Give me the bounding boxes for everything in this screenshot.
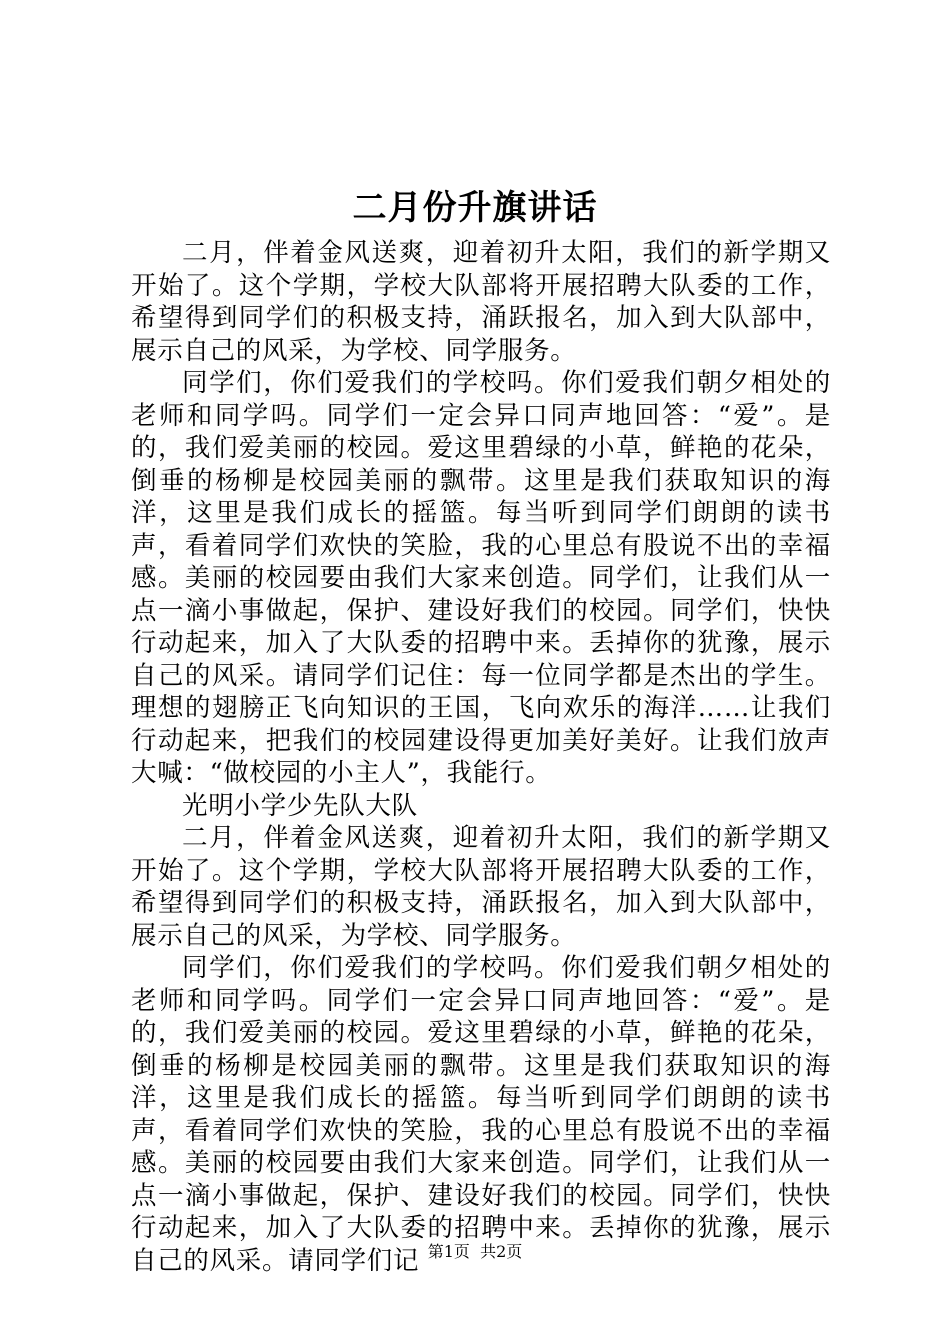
paragraph-intro-repeat: 二月，伴着金风送爽，迎着初升太阳，我们的新学期又开始了。这个学期，学校大队部将开展招聘大队委的工作，希望得到同学们的积极支持，涌跃报名，加入到大队部中，展示自己的风采，为学校、同学服务。 (131, 823, 831, 951)
page-footer (0, 1241, 950, 1263)
signature-line: 光明小学少先队大队 (182, 790, 418, 821)
document-title: 二月份升旗讲话 (352, 188, 598, 228)
paragraph-intro: 二月，伴着金风送爽，迎着初升太阳，我们的新学期又开始了。这个学期，学校大队部将开展招聘大队委的工作，希望得到同学们的积极支持，涌跃报名，加入到大队部中，展示自己的风采，为学校、同学服务。 (131, 238, 831, 366)
page-number: 第1页 (427, 1242, 470, 1261)
paragraph-main-repeat: 同学们，你们爱我们的学校吗。你们爱我们朝夕相处的老师和同学吗。同学们一定会异口同声地回答：“爱”。是的，我们爱美丽的校园。爱这里碧绿的小草，鲜艳的花朵，倒垂的杨柳是校园美丽的飘带。这里是我们获取知识的海洋，这里是我们成长的摇篮。每当听到同学们朗朗的读书声，看着同学们欢快的笑脸，我的心里总有股说不出的幸福感。美丽的校园要由我们大家来创造。同学们，让我们从一点一滴小事做起，保护、建设好我们的校园。同学们，快快行动起来，加入了大队委的招聘中来。丢掉你的犹豫，展示自己的风采。请同学们记 (131, 953, 831, 1276)
page-total: 共2页 (480, 1242, 523, 1261)
footer-separator (470, 1242, 480, 1261)
document-body (131, 237, 831, 1277)
paragraph-main: 同学们，你们爱我们的学校吗。你们爱我们朝夕相处的老师和同学吗。同学们一定会异口同声地回答：“爱”。是的，我们爱美丽的校园。爱这里碧绿的小草，鲜艳的花朵，倒垂的杨柳是校园美丽的飘带。这里是我们获取知识的海洋，这里是我们成长的摇篮。每当听到同学们朗朗的读书声，看着同学们欢快的笑脸，我的心里总有股说不出的幸福感。美丽的校园要由我们大家来创造。同学们，让我们从一点一滴小事做起，保护、建设好我们的校园。同学们，快快行动起来，加入了大队委的招聘中来。丢掉你的犹豫，展示自己的风采。请同学们记住：每一位同学都是杰出的学生。理想的翅膀正飞向知识的王国，飞向欢乐的海洋……让我们行动起来，把我们的校园建设得更加美好美好。让我们放声大喊：“做校园的小主人”，我能行。 (131, 368, 831, 788)
